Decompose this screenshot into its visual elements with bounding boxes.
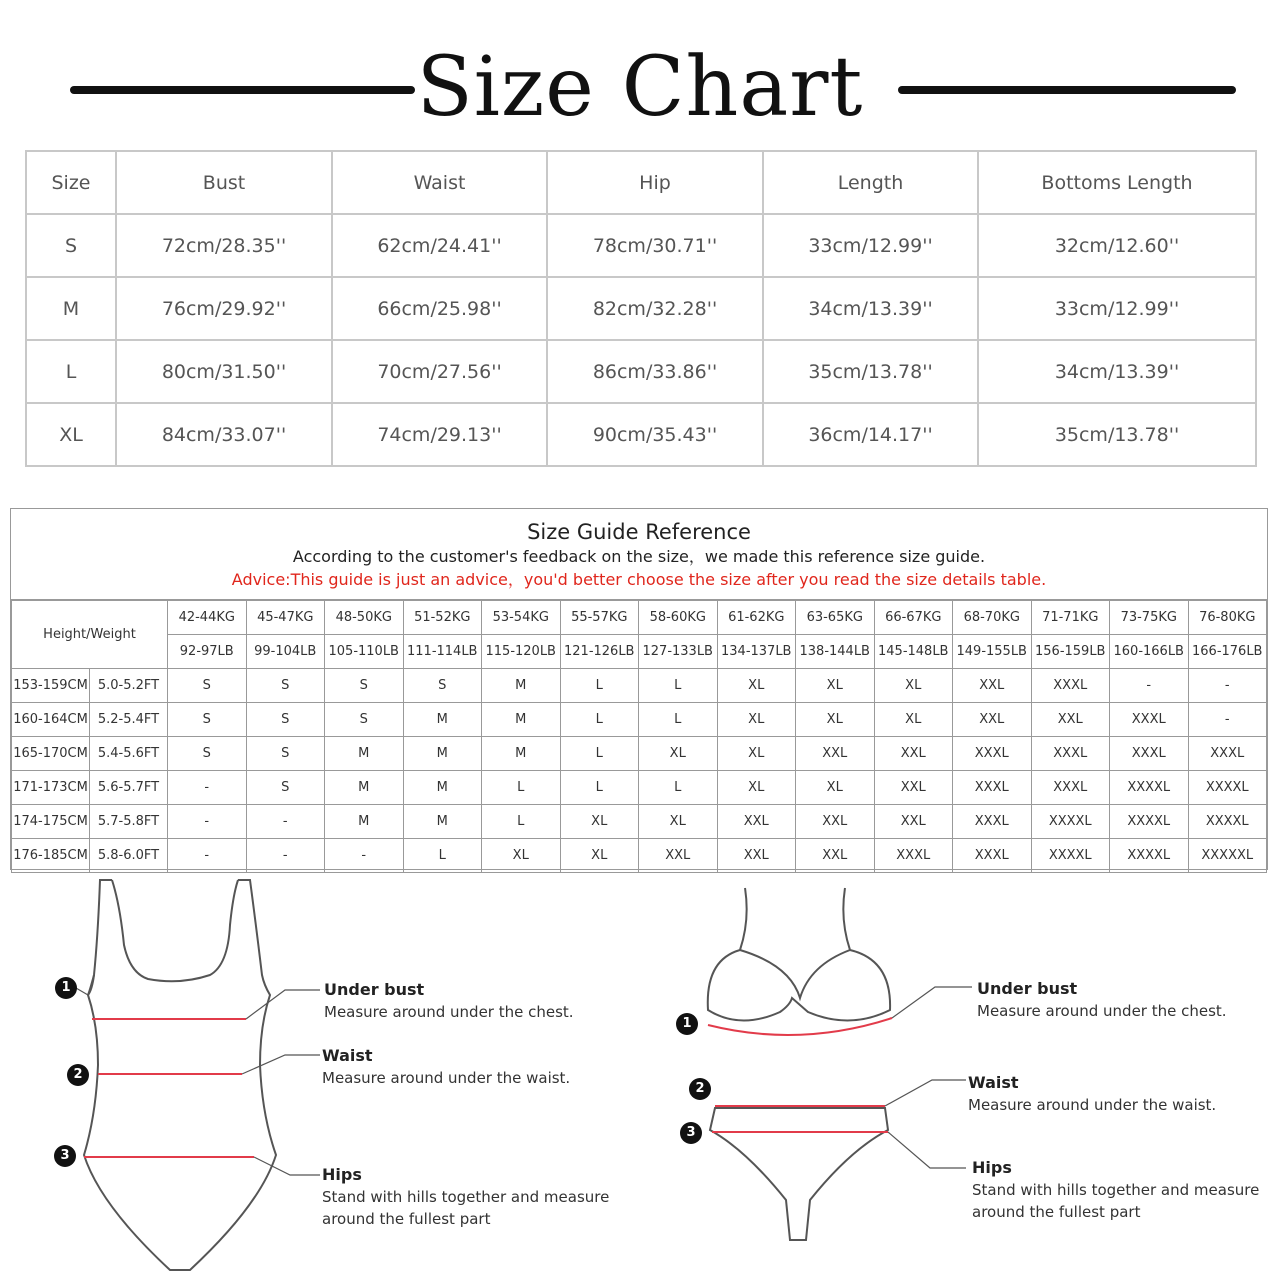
lb-cell: 160-166LB: [1110, 635, 1189, 669]
size-cell: -: [168, 805, 247, 839]
kg-cell: 68-70KG: [953, 601, 1032, 635]
height-cm-cell: 174-175CM: [12, 805, 90, 839]
size-cell: M: [325, 771, 404, 805]
lb-cell: 138-144LB: [796, 635, 875, 669]
right-label-underbust: [977, 978, 1227, 1022]
kg-cell: 51-52KG: [403, 601, 482, 635]
size-cell: XXXL: [1110, 703, 1189, 737]
size-cell: M: [403, 771, 482, 805]
size-cell: -: [1188, 669, 1267, 703]
size-cell: XL: [717, 737, 796, 771]
size-cell: XXL: [874, 737, 953, 771]
table-cell: 90cm/35.43'': [547, 403, 763, 466]
size-cell: XXXL: [1031, 669, 1110, 703]
guide-lb-row: [12, 635, 1267, 669]
lb-cell: 92-97LB: [168, 635, 247, 669]
height-cm-cell: 160-164CM: [12, 703, 90, 737]
label-desc: Measure around under the waist.: [322, 1069, 571, 1087]
kg-cell: 48-50KG: [325, 601, 404, 635]
guide-header: [11, 509, 1267, 600]
label-title: Waist: [968, 1073, 1019, 1092]
right-label-hips: [972, 1157, 1259, 1223]
table-cell: S: [26, 214, 116, 277]
table-cell: XL: [26, 403, 116, 466]
kg-cell: 58-60KG: [639, 601, 718, 635]
marker-2-icon: 2: [689, 1078, 711, 1100]
size-cell: XXXL: [1031, 737, 1110, 771]
size-cell: S: [246, 737, 325, 771]
size-cell: M: [482, 703, 561, 737]
size-cell: XXL: [796, 805, 875, 839]
marker-3-icon: 3: [54, 1145, 76, 1167]
table-cell: 34cm/13.39'': [978, 340, 1256, 403]
lb-cell: 156-159LB: [1031, 635, 1110, 669]
table-cell: 74cm/29.13'': [332, 403, 547, 466]
label-title: Under bust: [977, 979, 1078, 998]
size-cell: XL: [482, 839, 561, 873]
size-cell: XL: [874, 703, 953, 737]
size-cell: L: [639, 669, 718, 703]
size-cell: -: [1188, 703, 1267, 737]
size-cell: M: [482, 737, 561, 771]
left-label-hips: [322, 1164, 609, 1230]
label-desc: around the fullest part: [972, 1203, 1141, 1221]
guide-row: [12, 805, 1267, 839]
size-cell: XL: [796, 703, 875, 737]
size-cell: XXXL: [953, 771, 1032, 805]
height-cm-cell: 153-159CM: [12, 669, 90, 703]
size-cell: XXXXXL: [1188, 839, 1267, 873]
table-cell: M: [26, 277, 116, 340]
marker-1-icon: 1: [676, 1013, 698, 1035]
size-cell: L: [560, 771, 639, 805]
size-cell: XXXL: [953, 805, 1032, 839]
kg-cell: 53-54KG: [482, 601, 561, 635]
table-cell: 86cm/33.86'': [547, 340, 763, 403]
size-cell: XXL: [717, 805, 796, 839]
size-cell: XXL: [639, 839, 718, 873]
label-desc: Stand with hills together and measure: [972, 1181, 1260, 1199]
table-row: [26, 214, 1256, 277]
size-cell: XXXL: [1031, 771, 1110, 805]
lb-cell: 149-155LB: [953, 635, 1032, 669]
size-cell: XXL: [796, 839, 875, 873]
header-cell: Waist: [332, 151, 547, 214]
guide-table: [11, 600, 1267, 873]
height-ft-cell: 5.6-5.7FT: [90, 771, 168, 805]
marker-2-icon: 2: [67, 1064, 89, 1086]
title-row: [0, 38, 1280, 148]
header-cell: Size: [26, 151, 116, 214]
size-cell: L: [560, 737, 639, 771]
size-cell: L: [639, 771, 718, 805]
table-cell: 72cm/28.35'': [116, 214, 332, 277]
size-cell: M: [482, 669, 561, 703]
table-cell: 76cm/29.92'': [116, 277, 332, 340]
title-rule-right: [898, 86, 1236, 94]
size-chart-table: [25, 150, 1257, 467]
bikini-top-outline: [708, 888, 890, 1021]
bikini-diagram: [660, 880, 990, 1250]
size-cell: M: [403, 805, 482, 839]
label-desc: Stand with hills together and measure: [322, 1188, 610, 1206]
size-cell: L: [560, 703, 639, 737]
height-ft-cell: 5.4-5.6FT: [90, 737, 168, 771]
left-label-waist: [322, 1045, 570, 1089]
guide-title: Size Guide Reference: [527, 520, 751, 544]
size-cell: XXXL: [953, 737, 1032, 771]
size-cell: XXXL: [1110, 737, 1189, 771]
table-cell: 33cm/12.99'': [763, 214, 978, 277]
size-cell: XXL: [796, 737, 875, 771]
guide-row: [12, 737, 1267, 771]
size-cell: XXL: [874, 805, 953, 839]
size-cell: -: [246, 839, 325, 873]
kg-cell: 66-67KG: [874, 601, 953, 635]
size-cell: XXXXL: [1031, 805, 1110, 839]
size-cell: -: [325, 839, 404, 873]
size-cell: XL: [717, 703, 796, 737]
table-cell: 84cm/33.07'': [116, 403, 332, 466]
lb-cell: 134-137LB: [717, 635, 796, 669]
size-cell: XXL: [874, 771, 953, 805]
lb-cell: 105-110LB: [325, 635, 404, 669]
size-cell: XL: [639, 805, 718, 839]
guide-subtitle: According to the customer's feedback on the size，we made this reference size guide.: [292, 547, 986, 566]
size-cell: XXXL: [1188, 737, 1267, 771]
lb-cell: 127-133LB: [639, 635, 718, 669]
right-label-waist: [968, 1072, 1216, 1116]
height-ft-cell: 5.8-6.0FT: [90, 839, 168, 873]
size-cell: XL: [796, 669, 875, 703]
table-cell: L: [26, 340, 116, 403]
lb-cell: 145-148LB: [874, 635, 953, 669]
kg-cell: 42-44KG: [168, 601, 247, 635]
kg-cell: 73-75KG: [1110, 601, 1189, 635]
size-cell: L: [560, 669, 639, 703]
height-cm-cell: 165-170CM: [12, 737, 90, 771]
table-cell: 78cm/30.71'': [547, 214, 763, 277]
size-cell: S: [168, 703, 247, 737]
size-cell: XXXL: [953, 839, 1032, 873]
size-cell: M: [403, 737, 482, 771]
size-cell: XXXXL: [1110, 771, 1189, 805]
size-cell: S: [168, 737, 247, 771]
page-title: Size Chart: [416, 40, 864, 135]
size-cell: S: [403, 669, 482, 703]
size-cell: XXXXL: [1188, 771, 1267, 805]
label-title: Waist: [322, 1046, 373, 1065]
table-row: [26, 277, 1256, 340]
size-cell: XXL: [1031, 703, 1110, 737]
label-desc: Measure around under the chest.: [324, 1003, 574, 1021]
table-cell: 32cm/12.60'': [978, 214, 1256, 277]
label-title: Hips: [972, 1158, 1012, 1177]
kg-cell: 63-65KG: [796, 601, 875, 635]
size-cell: XXXL: [874, 839, 953, 873]
height-weight-label: Height/Weight: [12, 601, 168, 669]
label-desc: Measure around under the chest.: [977, 1002, 1227, 1020]
height-ft-cell: 5.0-5.2FT: [90, 669, 168, 703]
bikini-bottom-outline: [710, 1108, 888, 1240]
table-cell: 35cm/13.78'': [763, 340, 978, 403]
size-cell: -: [168, 839, 247, 873]
size-cell: S: [246, 703, 325, 737]
size-cell: S: [246, 771, 325, 805]
size-cell: L: [482, 771, 561, 805]
size-cell: XXXXL: [1110, 839, 1189, 873]
size-cell: XXL: [953, 669, 1032, 703]
header-cell: Bottoms Length: [978, 151, 1256, 214]
kg-cell: 55-57KG: [560, 601, 639, 635]
left-label-underbust: [324, 979, 574, 1023]
size-cell: M: [403, 703, 482, 737]
size-cell: XL: [717, 771, 796, 805]
table-row: [26, 403, 1256, 466]
size-cell: XL: [560, 839, 639, 873]
label-desc: around the fullest part: [322, 1210, 491, 1228]
table-cell: 62cm/24.41'': [332, 214, 547, 277]
height-ft-cell: 5.7-5.8FT: [90, 805, 168, 839]
table-cell: 80cm/31.50'': [116, 340, 332, 403]
table-cell: 70cm/27.56'': [332, 340, 547, 403]
lb-cell: 121-126LB: [560, 635, 639, 669]
guide-advice: Advice:This guide is just an advice，you'd better choose the size after you read the size details table.: [231, 570, 1047, 589]
kg-cell: 45-47KG: [246, 601, 325, 635]
height-cm-cell: 176-185CM: [12, 839, 90, 873]
size-cell: XXXXL: [1110, 805, 1189, 839]
size-cell: M: [325, 805, 404, 839]
size-cell: S: [168, 669, 247, 703]
height-ft-cell: 5.2-5.4FT: [90, 703, 168, 737]
size-cell: XL: [639, 737, 718, 771]
kg-cell: 71-71KG: [1031, 601, 1110, 635]
table-cell: 66cm/25.98'': [332, 277, 547, 340]
size-cell: M: [325, 737, 404, 771]
header-cell: Bust: [116, 151, 332, 214]
swimsuit-diagram: [50, 875, 340, 1275]
header-cell: Length: [763, 151, 978, 214]
size-cell: L: [639, 703, 718, 737]
marker-3-icon: 3: [680, 1122, 702, 1144]
size-cell: S: [325, 703, 404, 737]
label-title: Hips: [322, 1165, 362, 1184]
guide-kg-row: [12, 601, 1267, 635]
lb-cell: 166-176LB: [1188, 635, 1267, 669]
size-cell: XXL: [953, 703, 1032, 737]
table-cell: 82cm/32.28'': [547, 277, 763, 340]
lb-cell: 99-104LB: [246, 635, 325, 669]
marker-1-icon: 1: [55, 977, 77, 999]
table-cell: 33cm/12.99'': [978, 277, 1256, 340]
lb-cell: 115-120LB: [482, 635, 561, 669]
guide-row: [12, 703, 1267, 737]
size-cell: -: [168, 771, 247, 805]
size-cell: XXL: [717, 839, 796, 873]
size-cell: L: [403, 839, 482, 873]
kg-cell: 76-80KG: [1188, 601, 1267, 635]
table-row: [26, 340, 1256, 403]
size-cell: -: [246, 805, 325, 839]
table-cell: 36cm/14.17'': [763, 403, 978, 466]
header-cell: Hip: [547, 151, 763, 214]
size-cell: XXXXL: [1188, 805, 1267, 839]
size-cell: S: [325, 669, 404, 703]
height-cm-cell: 171-173CM: [12, 771, 90, 805]
table-cell: 35cm/13.78'': [978, 403, 1256, 466]
label-title: Under bust: [324, 980, 425, 999]
size-cell: XL: [717, 669, 796, 703]
size-cell: XL: [874, 669, 953, 703]
size-cell: XXXXL: [1031, 839, 1110, 873]
size-cell: XL: [560, 805, 639, 839]
table-cell: 34cm/13.39'': [763, 277, 978, 340]
guide-row: [12, 669, 1267, 703]
size-chart-header-row: [26, 151, 1256, 214]
size-cell: XL: [796, 771, 875, 805]
size-cell: L: [482, 805, 561, 839]
size-guide-reference: [10, 508, 1268, 870]
size-cell: -: [1110, 669, 1189, 703]
lb-cell: 111-114LB: [403, 635, 482, 669]
kg-cell: 61-62KG: [717, 601, 796, 635]
guide-row: [12, 839, 1267, 873]
label-desc: Measure around under the waist.: [968, 1096, 1217, 1114]
size-cell: S: [246, 669, 325, 703]
guide-row: [12, 771, 1267, 805]
